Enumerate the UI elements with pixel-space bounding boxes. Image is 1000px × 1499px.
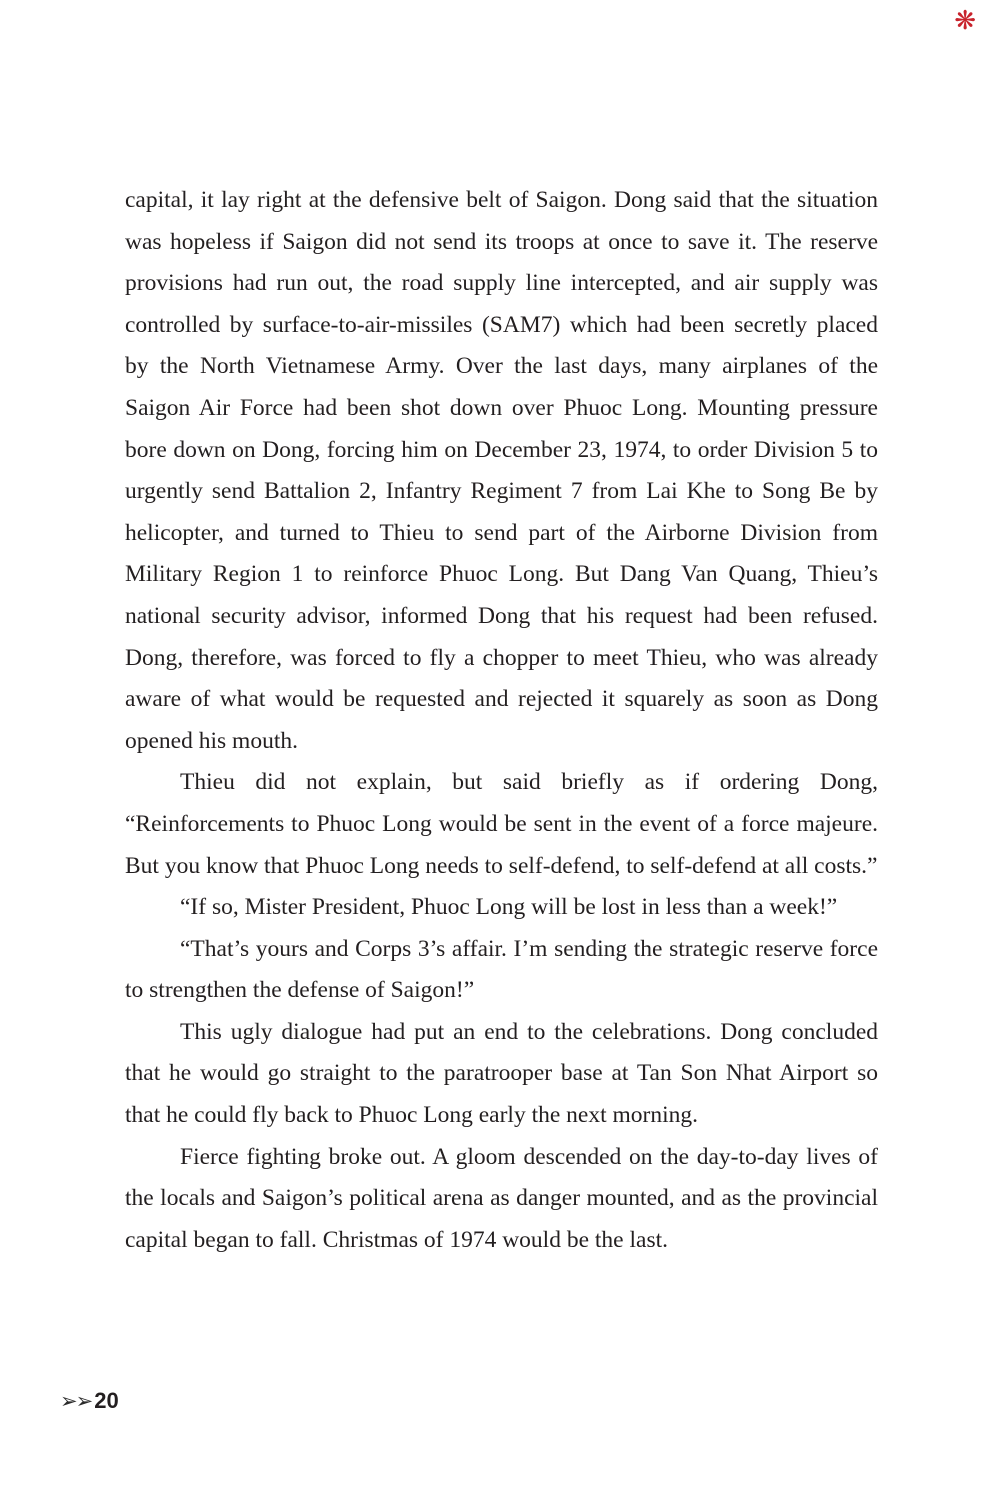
paragraph-dialogue: “That’s yours and Corps 3’s affair. I’m sending the strategic reserve force to strengthen the defense of Saigon!” [125,935,878,1004]
paragraph-continuation: capital, it lay right at the defensive belt of Saigon. Dong said that the situation was hopeless if Saigon did not send its troops at once to save it. The reserve provisions had run out, the road supply line intercepted, and air supply was controlled by surface-to-air-missiles (SAM7) which had been secretly placed by the North Vietnamese Army. Over the last days, many airplanes of the Saigon Air Force had been shot down over Phuoc Long. Mounting pressure bore down on Dong, forcing him on December 23, 1974, to order Division 5 to urgently send Battalion 2, Infantry Regiment 7 from Lai Khe to Song Be by helicopter, and turned to Thieu to send part of the Airborne Division from Military Region 1 to reinforce Phuoc Long. But Dang Van Quang, Thieu’s national security advisor, informed Dong that his request had been refused. Dong, therefore, was forced to fly a chopper to meet Thieu, who was already aware of what would be requested and rejected it squarely as soon as Dong opened his mouth. [125,187,878,754]
floral-ornament-icon: ❋ [954,6,976,36]
paragraph-dialogue: “If so, Mister President, Phuoc Long will be lost in less than a week!” [180,894,838,921]
paragraph: Thieu did not explain, but said briefly as if ordering Dong, “Reinforcements to Phuoc Long would be sent in the event of a force majeure. But you know that Phuoc Long needs to self-defend, to self-defend at all costs.” [125,769,878,879]
page-text [125,180,878,1261]
paragraph: This ugly dialogue had put an end to the celebrations. Dong concluded that he would go straight to the paratrooper base at Tan Son Nhat Airport so that he could fly back to Phuoc Long early the next morning. [125,1018,878,1129]
arrowhead-glyphs-icon: ➢➢ [60,1389,92,1413]
page-number: 20 [94,1388,119,1413]
page-footer [60,1388,119,1414]
paragraph: Fierce fighting broke out. A gloom descended on the day-to-day lives of the locals and Saigon’s political arena as danger mounted, and as the provincial capital began to fall. Christmas of 1974 would be the last. [125,1143,878,1253]
